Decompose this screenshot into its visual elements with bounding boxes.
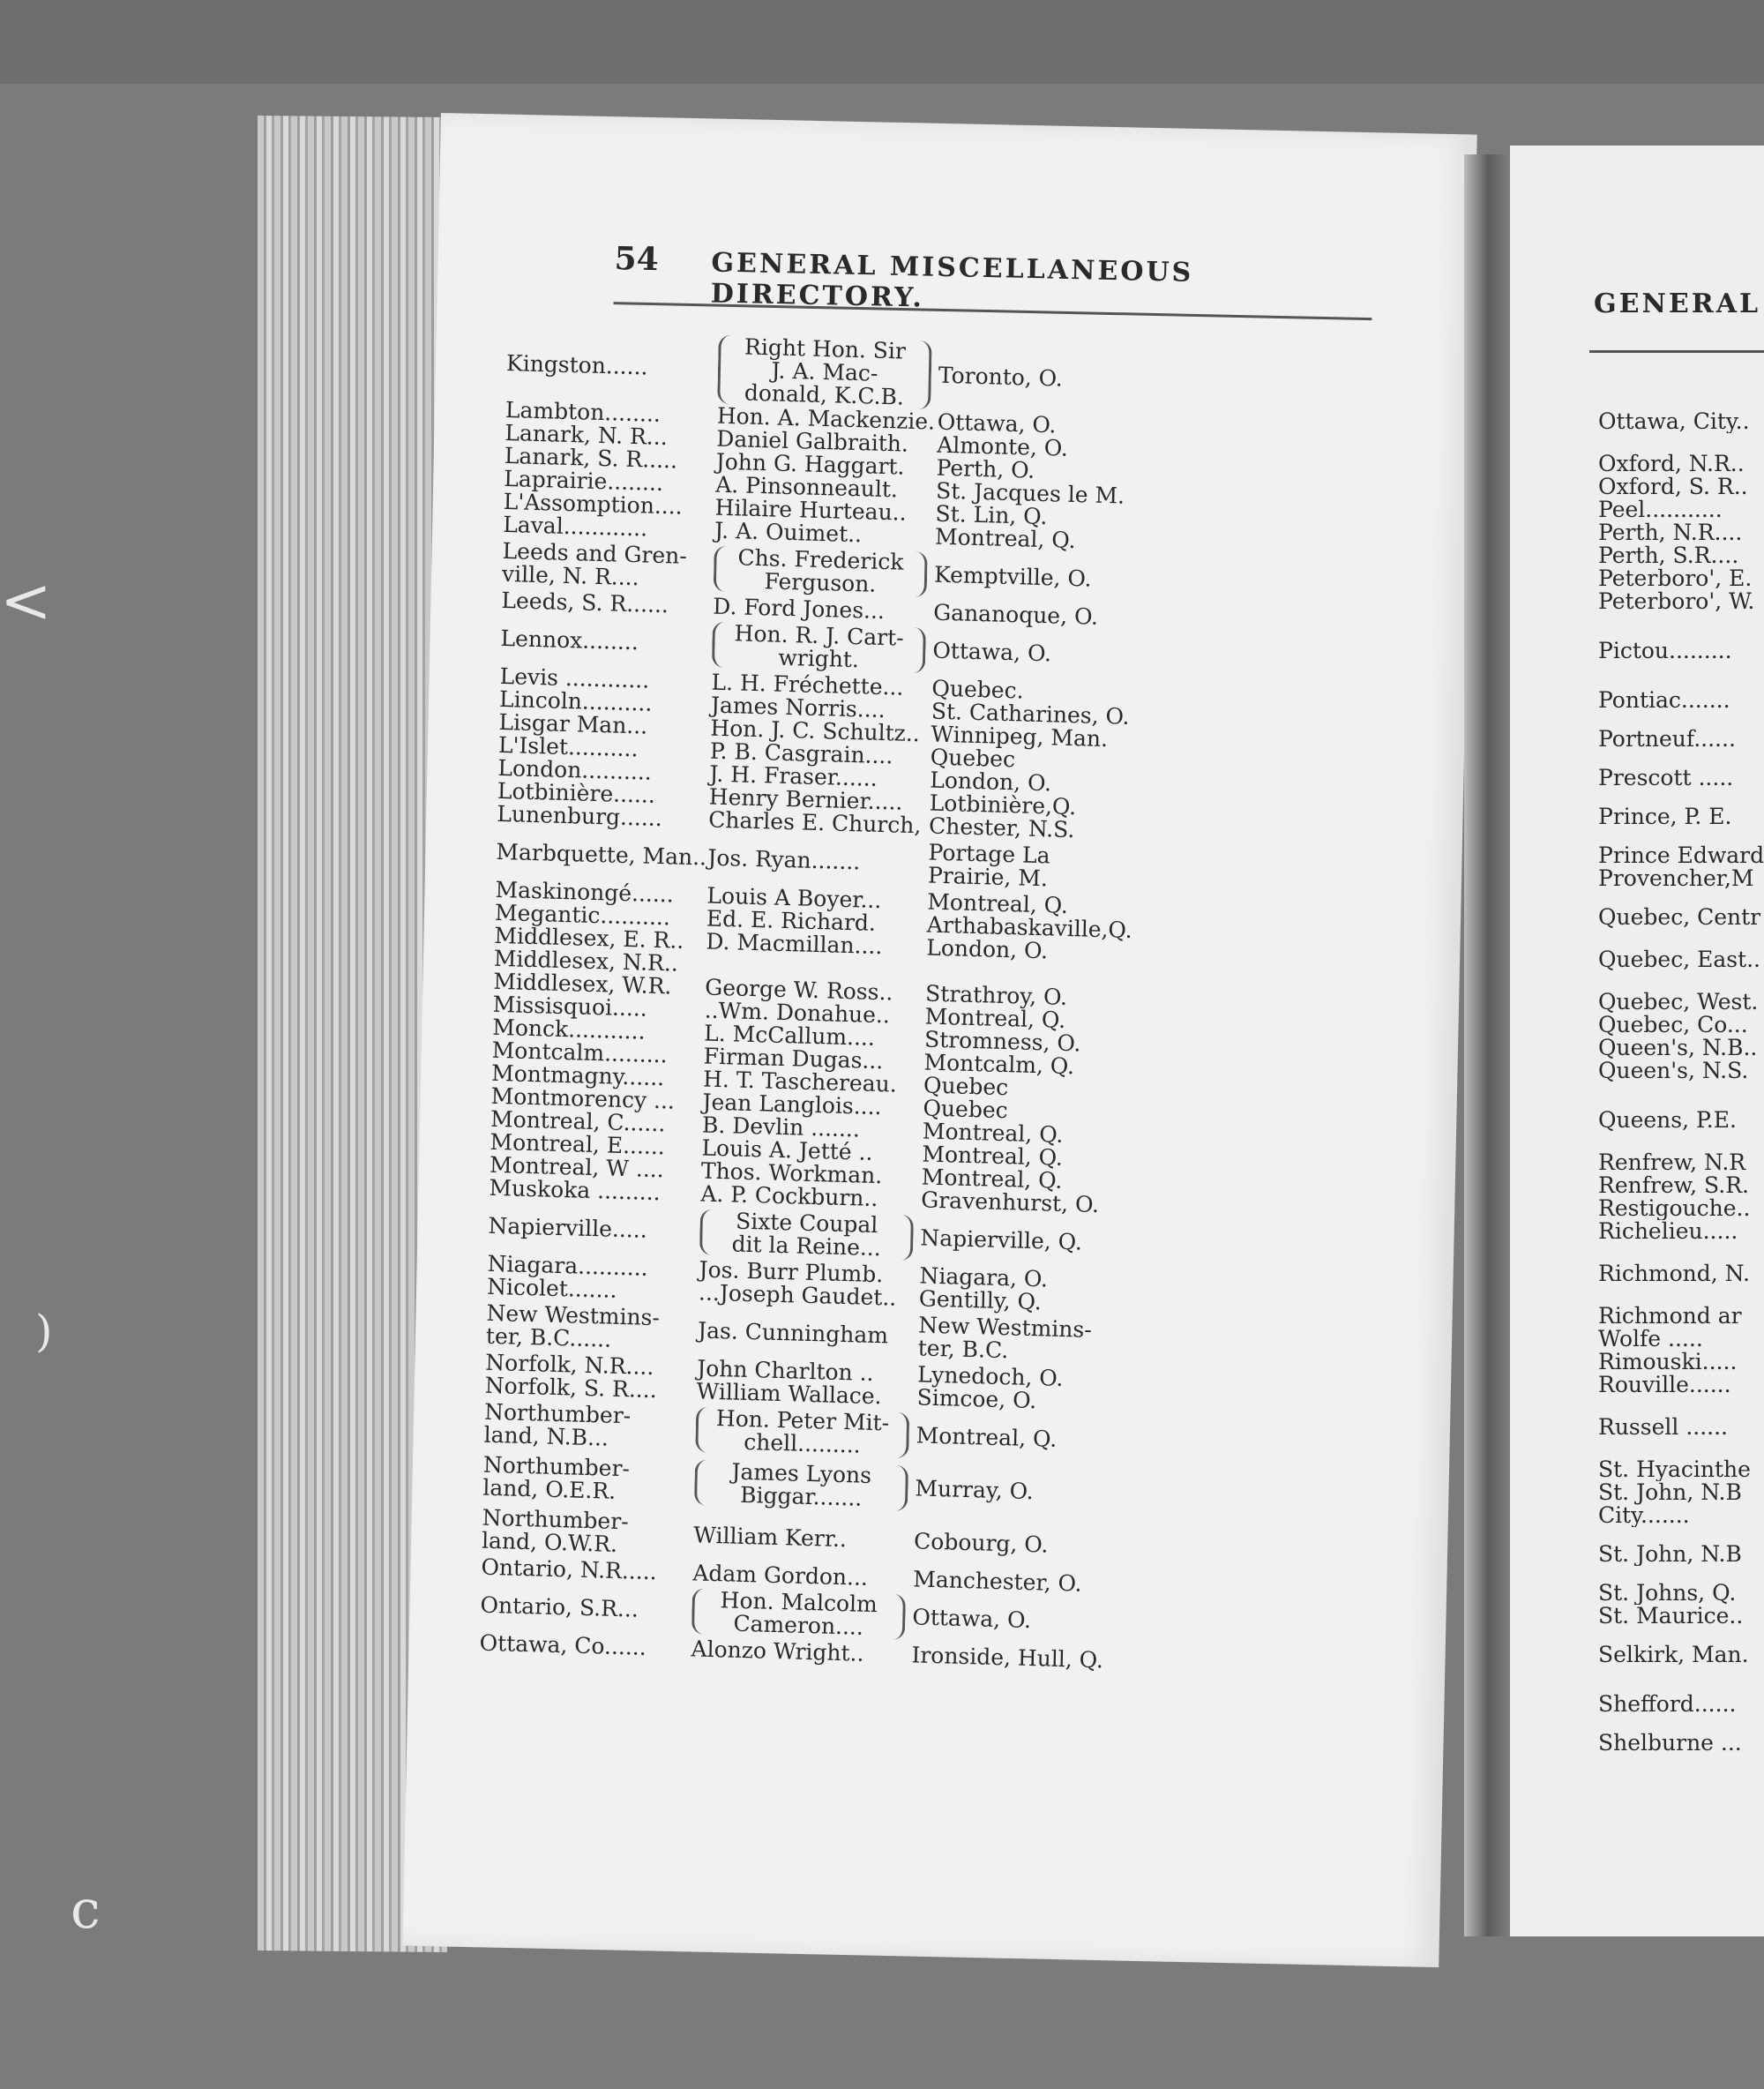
district-name: Lisgar Man... (498, 708, 648, 739)
scanner-backdrop (0, 0, 1764, 84)
right-district-name: Pictou......... (1598, 640, 1732, 663)
right-district-name: Quebec, West. (1598, 991, 1759, 1014)
residence-place: Quebec (930, 744, 1016, 773)
right-district-name: Peterboro', W. (1598, 590, 1755, 613)
district-name: Missisquoi..... (492, 991, 648, 1022)
district-name: Norfolk, N.R.... (485, 1349, 654, 1381)
residence-place: Gentilly, Q. (918, 1285, 1043, 1315)
district-name: Nicolet....... (486, 1273, 617, 1303)
member-name: George W. Ross.. (705, 974, 893, 1006)
right-district-name: Renfrew, N.R (1598, 1151, 1746, 1174)
member-name: B. Devlin ....... (701, 1112, 861, 1142)
running-title: GENERAL MISCELLANEOUS DIRECTORY. (710, 247, 1194, 314)
district-name: Leeds, S. R...... (501, 587, 669, 618)
right-district-name: Shefford...... (1598, 1693, 1737, 1716)
right-district-name: Richmond ar Wolfe ..... (1598, 1305, 1742, 1351)
residence-place: Montreal, Q. (922, 1118, 1064, 1148)
district-name: Laval............ (502, 511, 648, 542)
member-name: Hon. Malcolm Cameron.... (691, 1588, 906, 1640)
page-header (613, 240, 1372, 320)
right-district-name: Queen's, N.S. (1598, 1059, 1749, 1082)
right-district-name: Prescott ..... (1598, 767, 1734, 790)
member-name (706, 965, 926, 971)
residence-place: Montreal, Q. (922, 1141, 1064, 1171)
right-page (1510, 146, 1764, 1936)
residence-place: Ottawa, O. (937, 408, 1057, 438)
district-name: Middlesex, W.R. (493, 968, 672, 1000)
district-name: Middlesex, N.R.. (493, 945, 679, 977)
residence-place: Quebec. (931, 675, 1024, 704)
right-district-name: Portneuf...... (1598, 728, 1736, 751)
residence-place: Toronto, O. (938, 362, 1064, 392)
residence-place (926, 970, 1164, 977)
residence-place: Manchester, O. (913, 1566, 1082, 1597)
residence-place: Montcalm, Q. (923, 1049, 1075, 1080)
right-district-name: Richelieu..... (1598, 1220, 1738, 1243)
residence-place: Strathroy, O. (924, 980, 1068, 1010)
district-name: Northumber- land, O.W.R. (481, 1504, 629, 1557)
right-district-name: Quebec, East.. (1598, 948, 1761, 971)
right-district-name: Selkirk, Man. (1598, 1643, 1749, 1666)
right-district-name: Restigouche.. (1598, 1197, 1751, 1220)
residence-place: New Westmins- ter, B.C. (917, 1312, 1093, 1364)
member-name: Adam Gordon... (692, 1560, 869, 1591)
right-district-name: St. Hyacinthe (1598, 1458, 1751, 1481)
right-district-name: Rouville...... (1598, 1374, 1731, 1396)
district-name: L'Assomption.... (503, 488, 683, 520)
member-name: Right Hon. Sir J. A. Mac- donald, K.C.B. (717, 335, 932, 410)
member-name: James Lyons Biggar....... (694, 1459, 908, 1511)
district-name: Lanark, N. R... (505, 419, 669, 451)
district-name: Norfolk, S. R.... (484, 1372, 658, 1404)
district-name: Levis ............ (499, 663, 650, 693)
member-name: Jos. Burr Plumb. (699, 1256, 884, 1288)
residence-place: St. Catharines, O. (931, 698, 1130, 730)
member-name: Chs. Frederick Ferguson. (714, 546, 928, 598)
residence-place: Winnipeg, Man. (931, 721, 1109, 752)
residence-place: Murray, O. (915, 1475, 1034, 1505)
right-district-name: St. Johns, Q. (1598, 1582, 1737, 1605)
residence-place: St. Jacques le M. (935, 477, 1125, 509)
scan-mark: < (0, 565, 52, 637)
right-district-name: Prince, P. E. (1598, 805, 1732, 828)
right-district-name: Renfrew, S.R. (1598, 1174, 1749, 1197)
member-name: Firman Dugas... (703, 1043, 884, 1074)
district-name: Maskinongé...... (495, 876, 675, 908)
right-district-name: Quebec, Centr (1598, 906, 1761, 929)
member-name: A. P. Cockburn.. (700, 1180, 878, 1212)
right-district-name: Queens, P.E. (1598, 1109, 1737, 1132)
member-name: John Charlton .. (696, 1355, 874, 1387)
right-district-name: Perth, S.R.... (1598, 544, 1739, 567)
member-name: J. A. Ouimet.. (714, 517, 863, 548)
residence-place: Quebec (923, 1072, 1009, 1101)
residence-place: Lotbinière,Q. (929, 790, 1077, 820)
right-district-name: Ottawa, City.. (1598, 410, 1750, 433)
district-name: Laprairie........ (504, 465, 664, 496)
residence-place: Gravenhurst, O. (921, 1187, 1100, 1218)
member-name: ...Joseph Gaudet.. (698, 1279, 897, 1311)
member-name: Thos. Workman. (700, 1157, 883, 1189)
district-name: Lennox........ (500, 625, 639, 655)
residence-place: Napierville, Q. (920, 1224, 1083, 1255)
right-district-name: Richmond, N. (1598, 1262, 1750, 1285)
district-name: Montreal, W .... (489, 1151, 665, 1183)
member-name: Hon. Peter Mit- chell......... (695, 1406, 909, 1458)
right-running-title: GENERAL (1594, 288, 1761, 319)
district-name: Montreal, E...... (490, 1128, 666, 1160)
right-district-name: Provencher,M (1598, 867, 1754, 890)
residence-place: Montreal, Q. (916, 1422, 1058, 1452)
district-name: L'Islet.......... (497, 731, 639, 762)
member-name: Jos. Ryan....... (707, 844, 861, 875)
right-district-name: Quebec, Co... (1598, 1014, 1748, 1037)
district-name: Middlesex, E. R.. (494, 922, 684, 954)
member-name: A. Pinsonneault. (714, 471, 899, 503)
member-name: William Kerr.. (693, 1522, 848, 1553)
right-district-name: Pontiac....... (1598, 689, 1730, 712)
member-name: L. McCallum.... (703, 1020, 876, 1051)
member-name: P. B. Casgrain.... (709, 738, 893, 769)
scan-mark: c (71, 1879, 101, 1941)
directory-entries (479, 331, 1177, 1672)
district-name: Northumber- land, N.B... (483, 1398, 632, 1451)
residence-place: Lynedoch, O. (916, 1361, 1064, 1392)
right-district-name: St. Maurice.. (1598, 1605, 1744, 1628)
district-name: Niagara.......... (487, 1250, 648, 1281)
member-name: John G. Haggart. (715, 448, 905, 480)
district-name: New Westmins- ter, B.C...... (485, 1299, 661, 1352)
residence-place: Stromness, O. (923, 1026, 1081, 1057)
district-name: Northumber- land, O.E.R. (482, 1451, 631, 1504)
residence-place: Ironside, Hull, Q. (911, 1642, 1104, 1673)
district-name: Kingston...... (505, 349, 648, 380)
district-name: Napierville..... (488, 1212, 648, 1243)
residence-place: Almonte, O. (936, 431, 1069, 461)
district-name: Lambton........ (505, 396, 662, 427)
right-district-name: Perth, N.R.... (1598, 521, 1743, 544)
member-name: William Wallace. (696, 1378, 882, 1410)
residence-place: Portage La Prairie, M. (927, 839, 1050, 892)
right-directory-entries (1598, 410, 1764, 1755)
right-district-name: Peel........... (1598, 498, 1723, 521)
residence-place: Chester, N.S. (928, 812, 1075, 843)
residence-place: London, O. (926, 934, 1049, 964)
residence-place: Montreal, Q. (924, 1003, 1066, 1033)
right-district-name: Oxford, S. R.. (1598, 475, 1748, 498)
right-district-name: Rimouski..... (1598, 1351, 1738, 1374)
residence-place: Quebec (923, 1095, 1008, 1124)
residence-place: Ottawa, O. (932, 637, 1052, 667)
district-name: Megantic.......... (494, 899, 671, 931)
residence-place: St. Lin, Q. (935, 500, 1048, 530)
right-district-name: Shelburne ... (1598, 1732, 1742, 1755)
member-name: Charles E. Church, (707, 806, 922, 839)
right-district-name: St. John, N.B City....... (1598, 1481, 1742, 1527)
member-name: James Norris.... (710, 692, 886, 723)
member-name: Ed. E. Richard. (706, 905, 877, 936)
district-name: Monck........... (492, 1014, 646, 1044)
member-name: Hon. J. C. Schultz.. (710, 715, 921, 747)
member-name: Alonzo Wright.. (691, 1636, 864, 1666)
residence-place: Cobourg, O. (913, 1528, 1049, 1558)
district-name: Muskoka ......... (489, 1174, 661, 1206)
residence-place: Gananoque, O. (932, 599, 1099, 630)
member-name: ..Wm. Donahue.. (704, 997, 891, 1029)
district-name: Montmorency ... (490, 1082, 676, 1114)
left-page (402, 113, 1476, 1967)
member-name: Louis A Boyer... (706, 882, 882, 914)
residence-place: London, O. (929, 767, 1052, 797)
member-name: D. Ford Jones... (713, 593, 886, 625)
residence-place: Arthabaskaville,Q. (926, 911, 1132, 944)
member-name: Jean Langlois.... (702, 1089, 882, 1120)
right-district-name: St. John, N.B (1598, 1543, 1742, 1566)
district-name: Montmagny...... (490, 1059, 665, 1091)
district-name: Montcalm......... (491, 1037, 668, 1068)
residence-place: Ottawa, O. (912, 1604, 1032, 1634)
residence-place: Niagara, O. (919, 1262, 1049, 1292)
district-name: Ontario, S.R... (480, 1591, 639, 1622)
scan-mark: ) (35, 1306, 53, 1357)
district-name: Marbquette, Man.. (496, 838, 707, 871)
residence-place: Montreal, Q. (927, 888, 1069, 918)
residence-place: Montreal, Q. (921, 1164, 1063, 1194)
district-name: Ottawa, Co...... (479, 1629, 647, 1660)
right-header-rule (1589, 350, 1764, 353)
member-name: Daniel Galbraith. (716, 425, 909, 457)
district-name: Leeds and Gren- ville, N. R.... (501, 537, 688, 591)
district-name: Lanark, S. R..... (504, 442, 678, 474)
residence-place: Simcoe, O. (916, 1384, 1037, 1414)
district-name: Lunenburg...... (497, 800, 663, 832)
right-district-name: Peterboro', E. (1598, 567, 1753, 590)
member-name: H. T. Taschereau. (702, 1066, 898, 1097)
right-district-name: Prince Edward (1598, 844, 1764, 867)
residence-place: Montreal, Q. (934, 523, 1076, 554)
member-name: D. Macmillan.... (706, 928, 883, 960)
residence-place: Kemptville, O. (933, 561, 1092, 592)
member-name: Hon. R. J. Cart- wright. (712, 622, 926, 674)
right-district-name: Oxford, N.R.. (1598, 453, 1745, 475)
member-name: Sixte Coupal dit la Reine... (699, 1209, 914, 1261)
member-name: Henry Bernier..... (708, 783, 903, 815)
residence-place: Perth, O. (936, 454, 1035, 483)
right-district-name: Queen's, N.B.. (1598, 1037, 1758, 1059)
page-number: 54 (614, 240, 660, 279)
member-name: L. H. Fréchette... (711, 669, 904, 700)
right-district-name: Russell ...... (1598, 1416, 1728, 1439)
member-name: Hon. A. Mackenzie. (716, 402, 936, 435)
book-spine (1464, 154, 1517, 1936)
member-name: Hilaire Hurteau.. (714, 494, 907, 526)
district-name: Montreal, C...... (490, 1105, 666, 1137)
district-name: London.......... (497, 754, 653, 785)
member-name: Louis A. Jetté .. (701, 1134, 873, 1165)
member-name: Jas. Cunningham (697, 1317, 889, 1349)
district-name: Lincoln.......... (498, 685, 653, 716)
member-name: J. H. Fraser...... (709, 760, 878, 791)
district-name: Lotbinière...... (497, 777, 656, 808)
district-name: Ontario, N.R..... (481, 1554, 657, 1585)
